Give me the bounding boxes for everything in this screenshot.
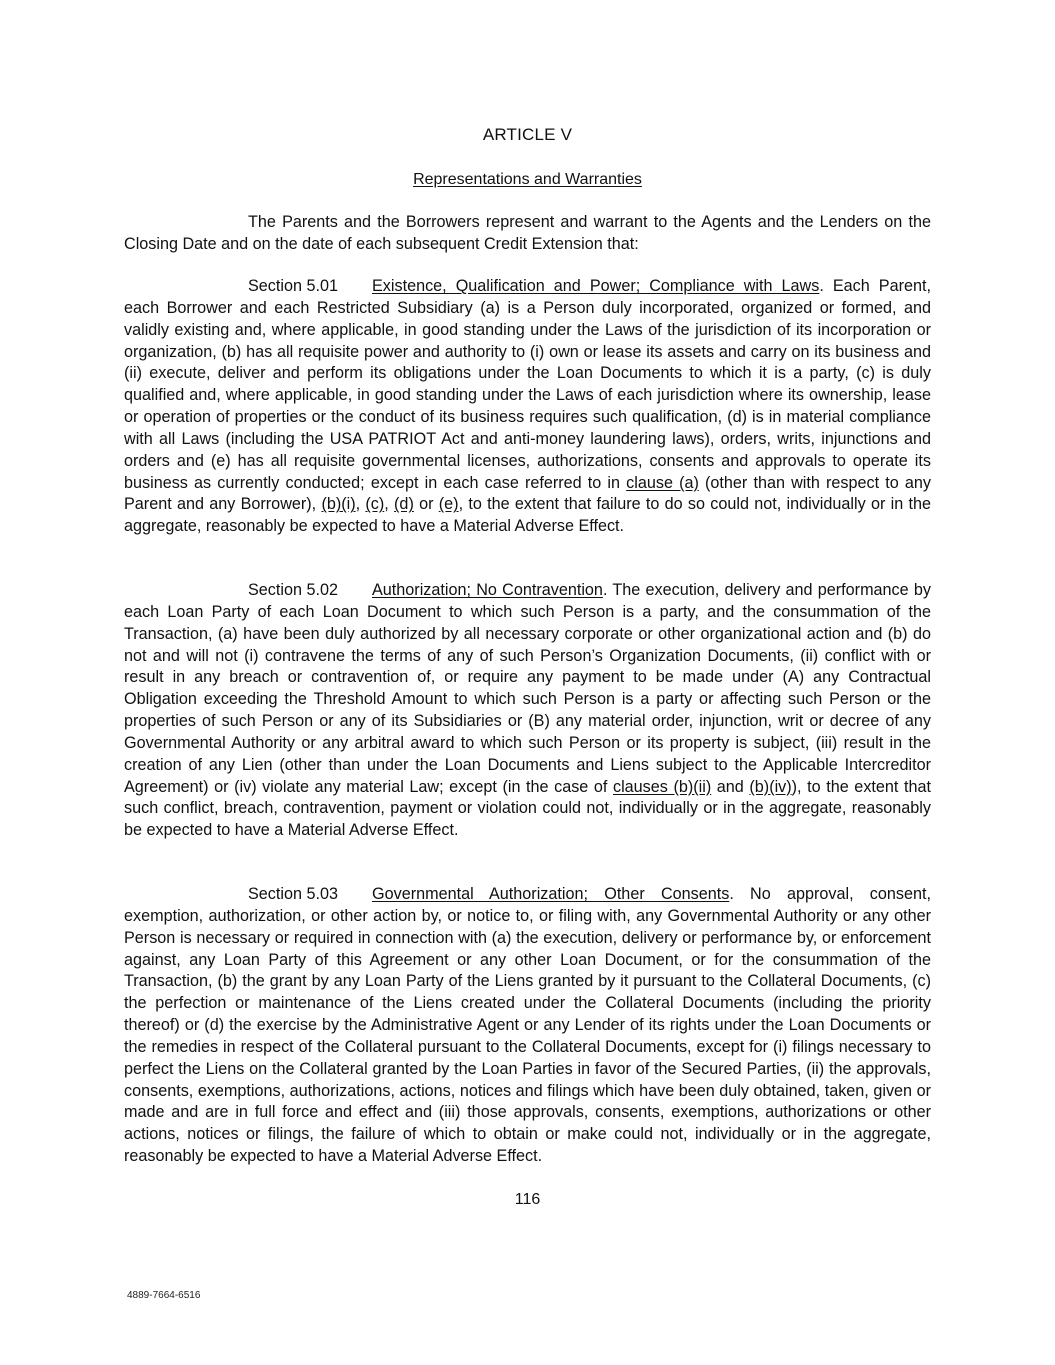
section-5-01-ref-bi: (b)(i) bbox=[321, 495, 356, 514]
section-5-02-heading: Authorization; No Contravention bbox=[372, 581, 603, 599]
section-5-01-ref-clause-a: clause (a) bbox=[626, 473, 699, 492]
section-5-02-text-1: . The execution, delivery and performance by each Loan Party of each Loan Document to which such Person is a party, and the consummation of the Transaction, (a) have been duly authorized by all necessary corporate or other organizational action and (b) do not and will not (i) contravene the terms of any of such Person’s Organization Documents, (ii) conflict with or result in any breach or contravention of, or require any payment to be made under (A) any Contractual Obligation exceeding the Threshold Amount to which such Person is a party or affecting such Person or the properties of such Person or any of its Subsidiaries or (B) any material order, injunction, writ or decree of any Governmental Authority or any arbitral award to which such Person or its property is subject, (iii) result in the creation of any Lien (other than under the Loan Documents and Liens subject to the Applicable Intercreditor Agreement) or (iv) violate any material Law; except (in the case of bbox=[124, 581, 931, 796]
article-subtitle bbox=[0, 170, 1055, 190]
document-id: 4889-7664-6516 bbox=[127, 1290, 201, 1301]
section-5-01-ref-c: (c) bbox=[365, 495, 385, 514]
section-5-02-number: Section 5.02 bbox=[248, 581, 338, 599]
section-5-01-sep-3: or bbox=[413, 495, 439, 514]
section-5-03-text-1: . No approval, consent, exemption, authorization, or other action by, or notice to, or filing with, any Governmental Authority or any other Person is necessary or required in connection with (a) the execution, delivery or performance by, or enforcement against, any Loan Party of this Agreement or any other Loan Document, or for the consummation of the Transaction, (b) the grant by any Loan Party of the Liens granted by it pursuant to the Collateral Documents, (c) the perfection or maintenance of the Liens created under the Collateral Documents (including the priority thereof) or (d) the exercise by the Administrative Agent or any Lender of its rights under the Loan Documents or the remedies in respect of the Collateral pursuant to the Collateral Documents, except for (i) filings necessary to perfect the Liens on the Collateral granted by the Loan Parties in favor of the Secured Parties, (ii) the approvals, consents, exemptions, authorizations, actions, notices and filings which have been duly obtained, taken, given or made and are in full force and effect and (iii) those approvals, consents, exemptions, authorizations or other actions, notices or filings, the failure of which to obtain or make could not, individually or in the aggregate, reasonably be expected to have a Material Adverse Effect. bbox=[124, 885, 931, 1166]
section-5-01-ref-e: (e) bbox=[438, 495, 459, 514]
section-5-01-ref-d: (d) bbox=[394, 495, 414, 514]
section-5-02-text-2: ), to the extent that such conflict, breach, contravention, payment or violation could not, individually or in the aggregate, reasonably be expected to have a Material Adverse Effect. bbox=[124, 777, 931, 840]
section-5-02-ref-biv: (b)(iv) bbox=[749, 777, 792, 796]
section-5-01-heading: Existence, Qualification and Power; Compliance with Laws bbox=[372, 277, 820, 295]
section-5-03-number: Section 5.03 bbox=[248, 885, 338, 903]
section-5-03-heading: Governmental Authorization; Other Consents bbox=[372, 885, 730, 903]
section-5-03 bbox=[124, 884, 931, 1168]
article-subtitle-text: Representations and Warranties bbox=[413, 171, 642, 188]
section-5-01-sep-2: , bbox=[384, 495, 395, 514]
section-5-01-text-2: (other than with respect to any Parent and any Borrower), bbox=[124, 473, 931, 514]
section-5-01 bbox=[124, 276, 931, 538]
section-5-02-sep-1: and bbox=[711, 777, 750, 796]
section-5-01-text-3: , to the extent that failure to do so could not, individually or in the aggregate, reasonably be expected to have a Material Adverse Effect. bbox=[124, 495, 932, 536]
intro-paragraph: The Parents and the Borrowers represent and warrant to the Agents and the Lenders on the Closing Date and on the date of each subsequent Credit Extension that: bbox=[124, 213, 931, 253]
section-5-02 bbox=[124, 580, 931, 842]
article-title: ARTICLE V bbox=[482, 125, 573, 144]
page-number: 116 bbox=[514, 1191, 541, 1208]
section-5-01-text-1: . Each Parent, each Borrower and each Restricted Subsidiary (a) is a Person duly incorporated, organized or formed, and validly existing and, where applicable, in good standing under the Laws of the jurisdiction of its incorporation or organization, (b) has all requisite power and authority to (i) own or lease its assets and carry on its business and (ii) execute, deliver and perform its obligations under the Loan Documents to which it is a party, (c) is duly qualified and, where applicable, in good standing under the Laws of each jurisdiction where its ownership, lease or operation of properties or the conduct of its business requires such qualification, (d) is in material compliance with all Laws (including the USA PATRIOT Act and anti-money laundering laws), orders, writs, injunctions and orders and (e) has all requisite governmental licenses, authorizations, consents and approvals to operate its business as currently conducted; except in each case referred to in bbox=[124, 277, 931, 492]
section-5-01-number: Section 5.01 bbox=[248, 277, 338, 295]
section-5-02-ref-bii: clauses (b)(ii) bbox=[612, 777, 712, 796]
section-5-01-sep-1: , bbox=[355, 495, 366, 514]
